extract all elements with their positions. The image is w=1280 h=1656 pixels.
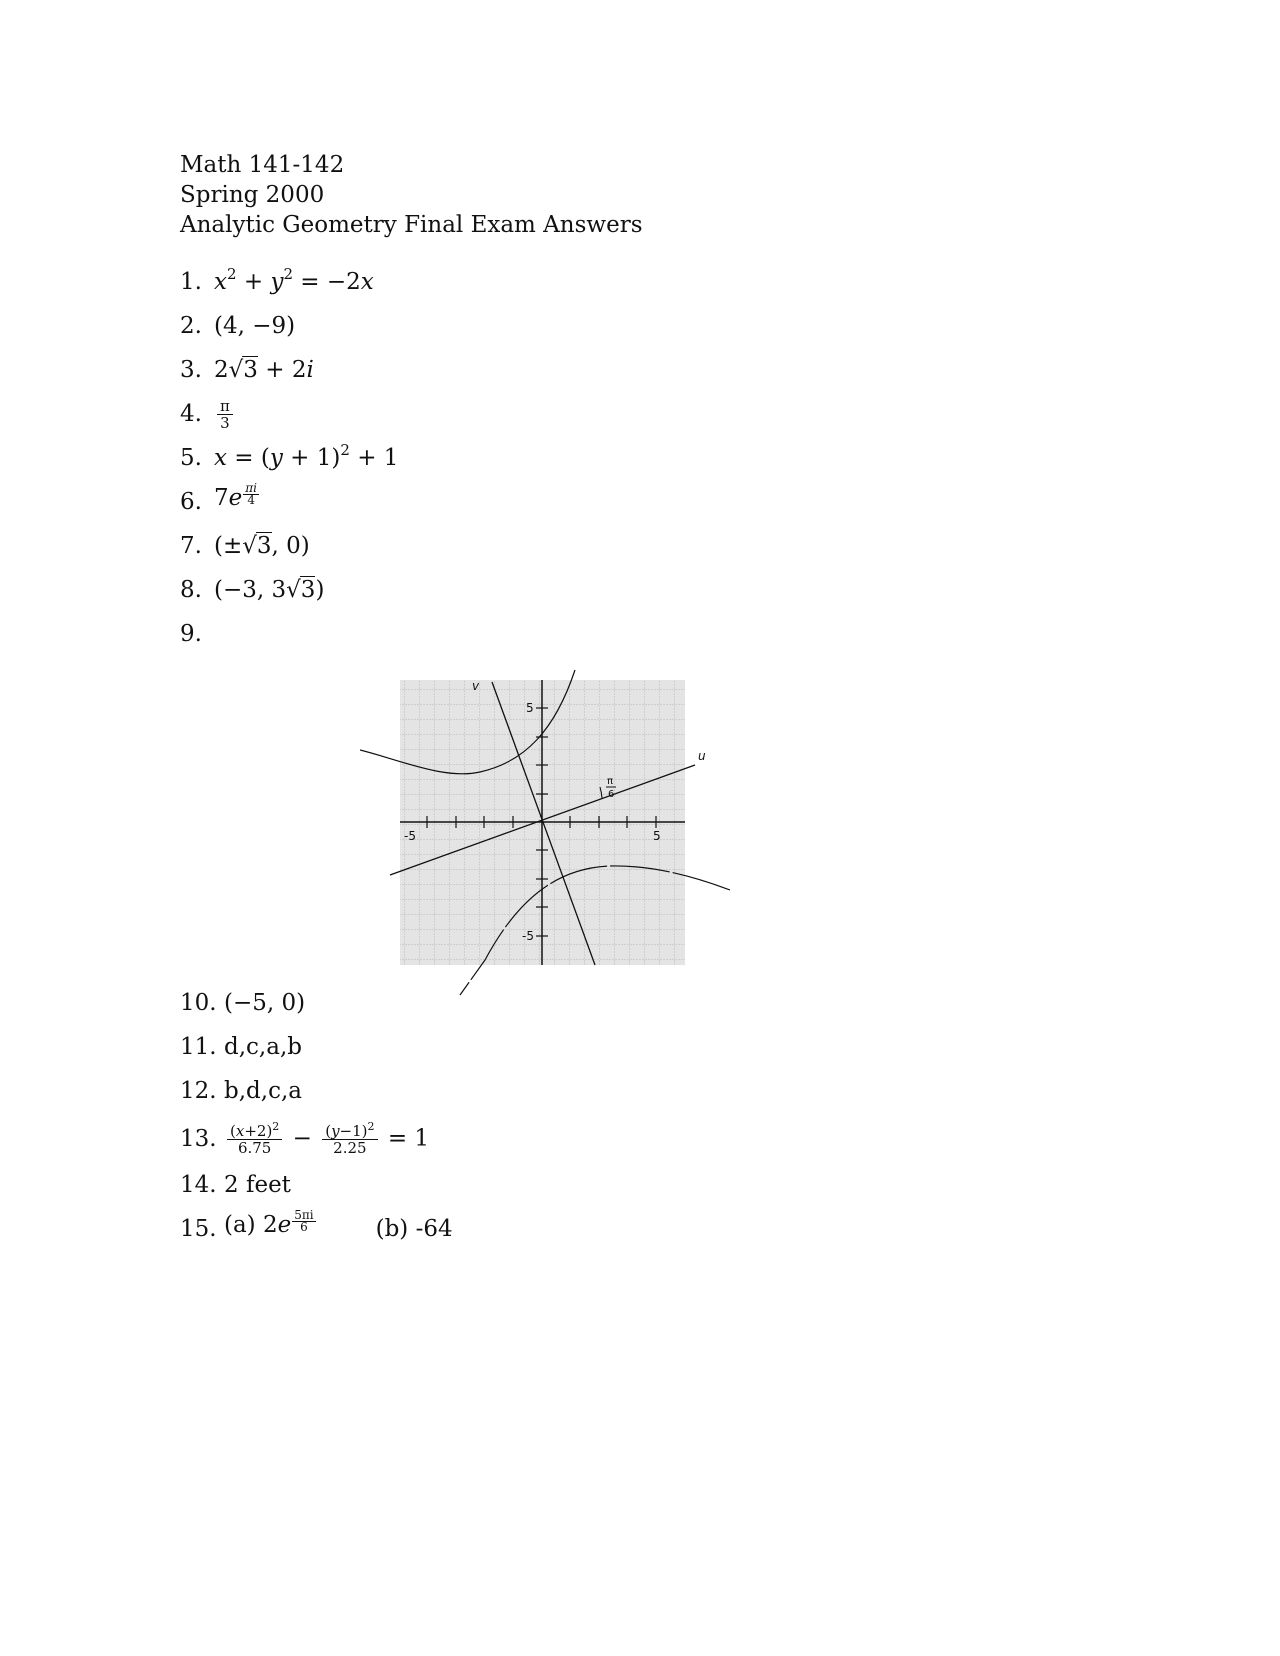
answer-expression: $\frac{(x+2)^2}{6.75}$ − $\frac{(y-1)^2}{2.25}$ = 1 xyxy=(224,1123,429,1156)
y-tick-neg5: -5 xyxy=(522,929,534,943)
answer-expression: $x^2 + y^2 = -2x$ xyxy=(214,265,374,295)
answer-9 xyxy=(180,616,214,652)
answer-number: 3. xyxy=(180,357,202,383)
angle-label-numerator: π xyxy=(607,776,614,787)
answer-expression: d,c,a,b xyxy=(224,1034,302,1060)
x-tick-neg5: -5 xyxy=(404,829,416,843)
answer-expression: b,d,c,a xyxy=(224,1078,302,1104)
course-number: Math 141-142 xyxy=(180,152,345,178)
answer-number: 13. xyxy=(180,1126,217,1152)
answer-number: 4. xyxy=(180,401,202,427)
answer-6 xyxy=(180,481,259,520)
answer-1 xyxy=(180,264,374,300)
answer-3 xyxy=(180,352,314,388)
answer-number: 1. xyxy=(180,269,202,295)
answer-5 xyxy=(180,440,398,476)
u-axis-label: u xyxy=(698,749,706,763)
page-title: Analytic Geometry Final Exam Answers xyxy=(180,212,643,238)
term: Spring 2000 xyxy=(180,182,325,208)
answer-expression: (−5, 0) xyxy=(224,990,306,1016)
answer-number: 5. xyxy=(180,445,202,471)
answer-15 xyxy=(180,1208,453,1247)
answer-11 xyxy=(180,1029,302,1065)
y-tick-5: 5 xyxy=(526,701,534,715)
answer-number: 7. xyxy=(180,533,202,559)
answer-expression: (4, −9) xyxy=(214,313,296,339)
answer-7 xyxy=(180,528,310,564)
answer-expression: (−3, 3√3) xyxy=(214,577,325,603)
answer-8 xyxy=(180,572,324,608)
answer-expression: 2 feet xyxy=(224,1172,291,1198)
answer-expression: $\frac{\pi}{3}$ xyxy=(217,398,233,431)
x-tick-5: 5 xyxy=(653,829,661,843)
answer-number: 10. xyxy=(180,990,217,1016)
answer-number: 14. xyxy=(180,1172,217,1198)
answer-expression: 7e $\frac{\pi i}{4}$ xyxy=(214,481,257,511)
answer-expression: 2√3 + 2i xyxy=(214,357,314,383)
answer-number: 15. xyxy=(180,1216,217,1242)
answer-2 xyxy=(180,308,295,344)
answer-number: 9. xyxy=(180,621,202,647)
header xyxy=(180,150,643,240)
answer-13 xyxy=(180,1117,429,1161)
answer-number: 6. xyxy=(180,489,202,515)
answer-4 xyxy=(180,396,236,432)
answer-part-a: (a) 2e $\frac{5\pi i}{6}$ xyxy=(224,1208,314,1238)
answer-number: 8. xyxy=(180,577,202,603)
answer-number: 11. xyxy=(180,1034,217,1060)
v-axis-label: v xyxy=(472,679,480,693)
answer-expression: (±√3, 0) xyxy=(214,533,310,559)
answer-part-b: (b) -64 xyxy=(375,1216,453,1242)
answer-14 xyxy=(180,1167,291,1203)
answer-10 xyxy=(180,985,305,1021)
hyperbola-graph xyxy=(360,660,730,1000)
answer-12 xyxy=(180,1073,302,1109)
answer-number: 12. xyxy=(180,1078,217,1104)
answer-number: 2. xyxy=(180,313,202,339)
answer-expression: $x = (y + 1)^2 + 1$ xyxy=(214,441,399,471)
angle-label-denominator: 6 xyxy=(608,789,615,800)
